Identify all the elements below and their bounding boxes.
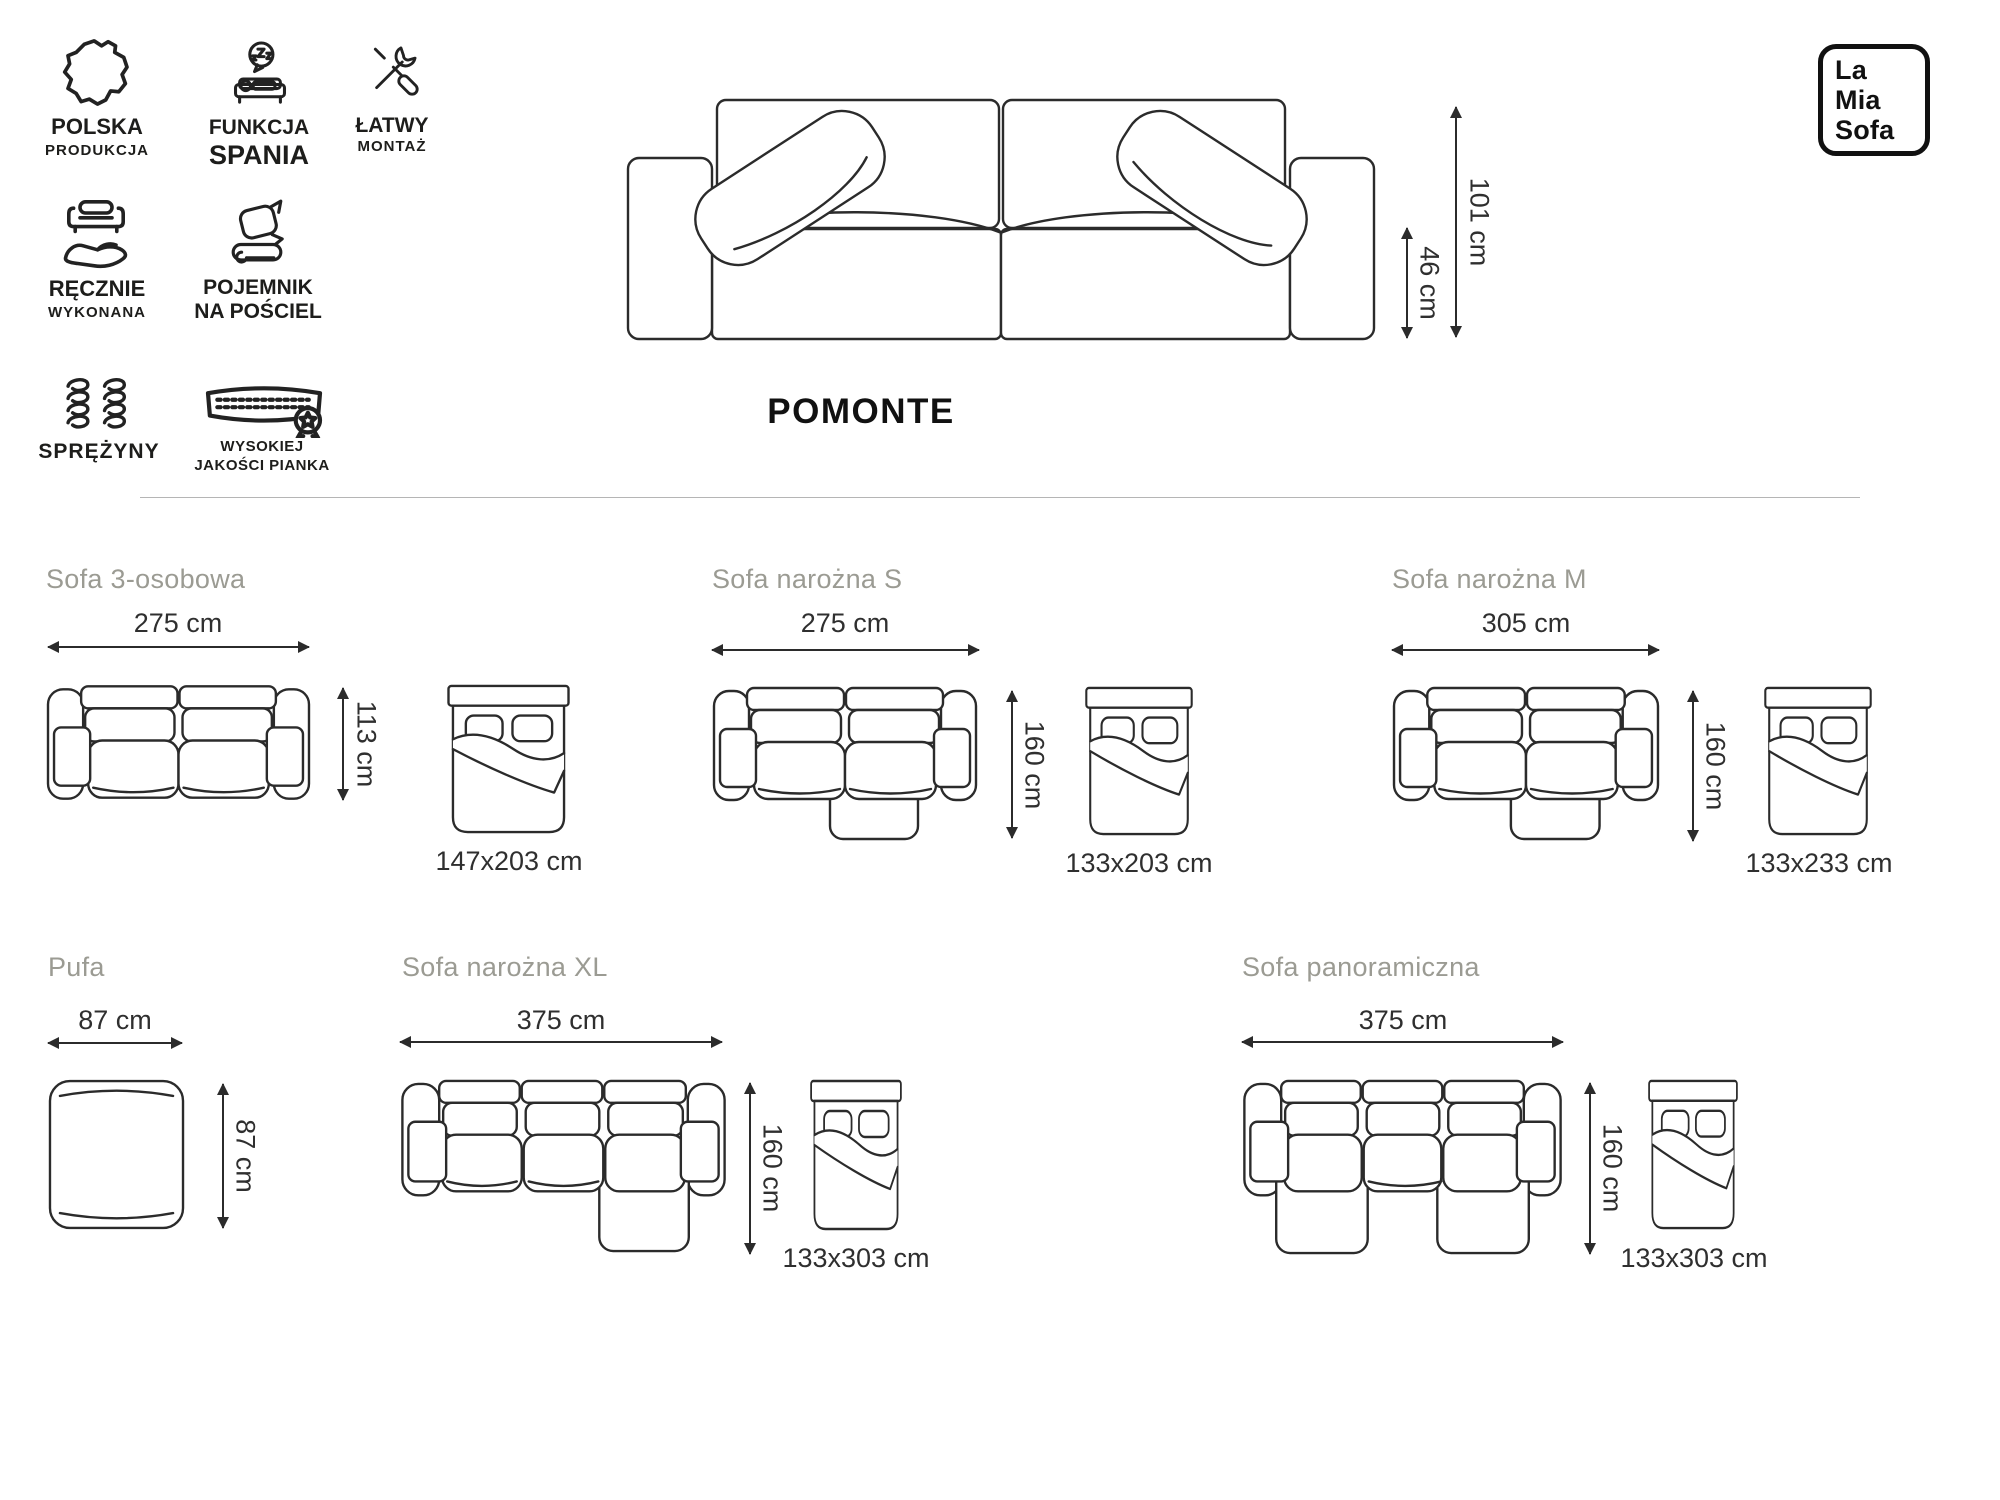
bed-icon (1764, 686, 1872, 836)
feature-sublabel: PRODUKCJA (44, 142, 149, 159)
bed-size-label: 133x233 cm (1745, 848, 1893, 878)
feature-label: SPRĘŻYNY (38, 440, 160, 463)
variant-title-pufa: Pufa (48, 952, 105, 982)
variant-title-sofa-panoramiczna: Sofa panoramiczna (1242, 952, 1480, 982)
variant-depth-label: 87 cm (230, 1119, 261, 1193)
bed-icon (1085, 686, 1193, 836)
pufa-top-view (48, 1079, 185, 1230)
total-height-label: 101 cm (1464, 177, 1495, 267)
feature-label: ŁATWY (355, 114, 429, 137)
bed-icon (447, 684, 570, 834)
feature-label: POLSKA (51, 114, 143, 139)
variant-title-sofa-narozna-s: Sofa narożna S (712, 564, 903, 594)
width-arrow (1242, 1041, 1563, 1043)
variant-title-sofa-narozna-xl: Sofa narożna XL (402, 952, 608, 982)
seat-height-label: 46 cm (1414, 246, 1445, 320)
variant-width-label: 275 cm (800, 608, 890, 638)
sofa-top-view-3-seater (46, 683, 311, 802)
width-arrow (400, 1041, 722, 1043)
feature-sublabel: JAKOŚCI PIANKA (194, 457, 330, 474)
depth-arrow (222, 1084, 224, 1228)
sofa-front-drawing (625, 95, 1377, 343)
sofa-top-view-corner-s (712, 685, 978, 843)
feature-label: FUNKCJA (208, 116, 310, 139)
variant-width-label: 375 cm (516, 1005, 606, 1035)
total-height-arrow (1455, 107, 1457, 337)
width-arrow (48, 1042, 182, 1044)
variant-width-label: 305 cm (1481, 608, 1571, 638)
feature-sublabel: WYKONANA (48, 304, 146, 321)
bed-icon (1648, 1079, 1738, 1230)
variant-depth-label: 160 cm (1700, 721, 1731, 811)
variant-title-sofa-3-osobowa: Sofa 3-osobowa (46, 564, 246, 594)
feature-sublabel: NA POŚCIEL (194, 300, 322, 323)
variant-width-label: 375 cm (1358, 1005, 1448, 1035)
logo-line-2: Mia (1835, 85, 1881, 115)
variant-depth-label: 160 cm (1597, 1123, 1628, 1213)
sofa-top-view-corner-m (1392, 685, 1660, 843)
sleep-function-icon (226, 38, 294, 116)
variant-depth-label: 113 cm (351, 700, 382, 788)
poland-map-icon (55, 36, 140, 118)
depth-arrow (342, 688, 344, 800)
sofa-top-view-panoramic (1242, 1078, 1563, 1257)
feature-label: RĘCZNIE (48, 276, 146, 301)
variant-title-sofa-narozna-m: Sofa narożna M (1392, 564, 1587, 594)
handmade-icon (56, 196, 136, 278)
la-mia-sofa-logo (1818, 44, 1930, 156)
variant-width-label: 275 cm (133, 608, 223, 638)
product-name: POMONTE (767, 392, 955, 431)
depth-arrow (1692, 691, 1694, 841)
variant-width-label: 87 cm (78, 1005, 152, 1035)
depth-arrow (1011, 691, 1013, 838)
logo-line-1: La (1835, 55, 1867, 85)
sofa-top-view-corner-xl (400, 1078, 727, 1257)
logo-line-3: Sofa (1835, 115, 1895, 145)
feature-label: POJEMNIK (203, 276, 313, 299)
feature-label: WYSOKIEJ (220, 438, 304, 455)
foam-icon (198, 382, 330, 438)
width-arrow (48, 646, 309, 648)
bed-size-label: 133x203 cm (1065, 848, 1213, 878)
feature-sublabel: MONTAŻ (357, 138, 427, 155)
depth-arrow (1589, 1083, 1591, 1254)
bed-icon (810, 1079, 902, 1231)
feature-sublabel: SPANIA (208, 140, 309, 170)
variant-depth-label: 160 cm (757, 1123, 788, 1213)
seat-height-arrow (1406, 228, 1408, 338)
bed-size-label: 133x303 cm (782, 1243, 930, 1273)
depth-arrow (749, 1083, 751, 1254)
tools-icon (360, 40, 424, 116)
variant-depth-label: 160 cm (1019, 720, 1050, 810)
bedding-storage-icon (222, 192, 292, 276)
bed-size-label: 147x203 cm (435, 846, 583, 876)
width-arrow (1392, 649, 1659, 651)
springs-icon (62, 374, 138, 438)
width-arrow (712, 649, 979, 651)
section-divider (140, 497, 1860, 498)
bed-size-label: 133x303 cm (1620, 1243, 1768, 1273)
